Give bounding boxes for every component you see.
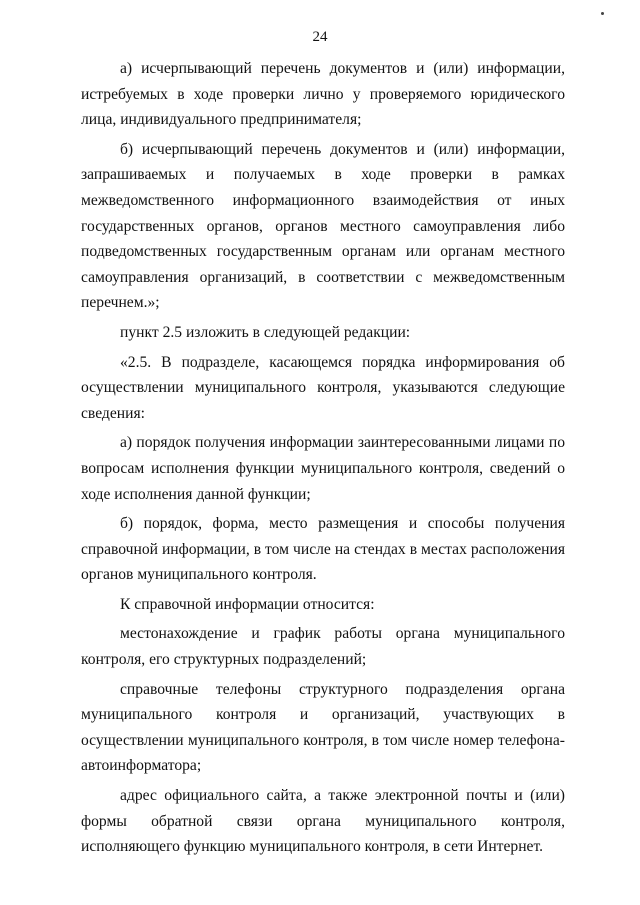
paragraph-phone-numbers: справочные телефоны структурного подразделения органа муниципального контроля и организаций, участвующих в осуществлении муниципального контроля, в том числе номер телефона-автоинформатора; [81,680,565,775]
paragraph-location-schedule: местонахождение и график работы органа муниципального контроля, его структурных подразделений; [81,625,565,669]
paragraph-clause-2-5: «2.5. В подразделе, касающемся порядка информирования об осуществлении муниципального контроля, указываются следующие сведения: [81,353,565,422]
page-speck [601,12,604,15]
paragraph-reference-info-heading: К справочной информации относится: [120,595,375,613]
document-body [81,56,565,864]
paragraph-a-information-procedure: а) порядок получения информации заинтересованными лицами по вопросам исполнения функции муниципального контроля, сведений о ходе исполнения данной функции; [81,434,565,503]
paragraph-website-email: адрес официального сайта, а также электронной почты и (или) формы обратной связи органа муниципального контроля, исполняющего функцию муниципального контроля, в сети Интернет. [81,787,565,856]
paragraph-b-documents-interagency: б) исчерпывающий перечень документов и (или) информации, запрашиваемых и получаемых в ходе проверки в рамках межведомственного информационного взаимодействия от иных государственных органов, органов местного самоуправления либо подведомственных государственным органам или органам местного самоуправления организаций, в соответствии с межведомственным перечнем.»; [81,140,565,312]
paragraph-b-reference-information: б) порядок, форма, место размещения и способы получения справочной информации, в том числе на стендах в местах расположения органов муниципального контроля. [81,515,565,584]
page-number: 24 [312,29,328,45]
paragraph-clause-2-5-intro: пункт 2.5 изложить в следующей редакции: [120,323,411,341]
paragraph-a-documents-requested: а) исчерпывающий перечень документов и (или) информации, истребуемых в ходе проверки лично у проверяемого юридического лица, индивидуального предпринимателя; [81,60,565,129]
